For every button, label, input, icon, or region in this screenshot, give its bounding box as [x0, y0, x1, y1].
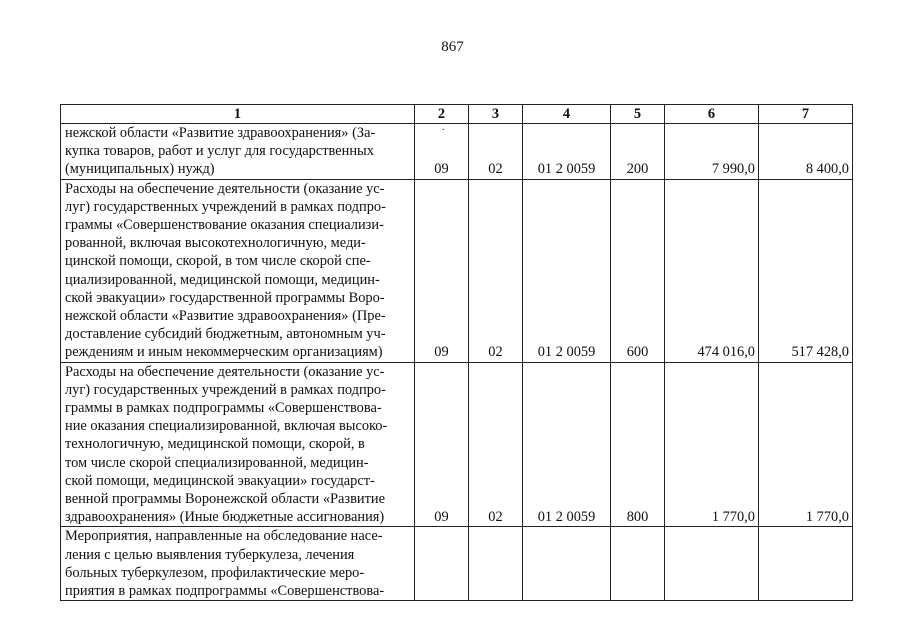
budget-table [60, 104, 853, 601]
description-line: приятия в рамках подпрограммы «Совершенствова- [65, 583, 385, 600]
row-description [61, 527, 415, 601]
target-article-code: 01 2 0059 [523, 362, 611, 527]
description-line: ления с целью выявления туберкулеза, лечения [65, 546, 355, 563]
description-line: граммы «Совершенствование оказания специализи- [65, 217, 384, 234]
description-line: больных туберкулезом, профилактические меро- [65, 564, 365, 581]
table-header-row [61, 105, 853, 124]
header-col-2: 2 [415, 105, 469, 124]
section-code: 09 [415, 362, 469, 527]
section-code [415, 124, 469, 180]
description-line: ской эвакуации» государственной программы Воро- [65, 289, 385, 306]
description-line: том числе скорой специализированной, медицин- [65, 454, 369, 471]
description-line: граммы в рамках подпрограммы «Совершенствова- [65, 400, 382, 417]
amount-year-1 [665, 527, 759, 601]
page-number: 867 [441, 39, 464, 55]
header-col-3: 3 [469, 105, 523, 124]
header-col-4: 4 [523, 105, 611, 124]
scan-mark: · [441, 125, 445, 136]
amount-year-2 [759, 527, 853, 601]
description-line: доставление субсидий бюджетным, автономным уч- [65, 326, 386, 343]
expense-type-code: 200 [611, 124, 665, 180]
description-line: ние оказания специализированной, включая высоко- [65, 418, 388, 435]
table-row [61, 362, 853, 527]
table-row [61, 179, 853, 362]
description-line: технологичную, медицинской помощи, скорой, в [65, 436, 365, 453]
header-col-5: 5 [611, 105, 665, 124]
description-line: Мероприятия, направленные на обследование насе- [65, 528, 383, 545]
description-line: Расходы на обеспечение деятельности (оказание ус- [65, 363, 385, 380]
description-line: луг) государственных учреждений в рамках подпро- [65, 198, 386, 215]
target-article-code: 01 2 0059 [523, 124, 611, 180]
amount-year-1: 7 990,0 [665, 124, 759, 180]
amount-year-1: 474 016,0 [665, 179, 759, 362]
amount-year-1: 1 770,0 [665, 362, 759, 527]
target-article-code [523, 527, 611, 601]
description-line: (муниципальных) нужд) [65, 161, 215, 178]
description-line: луг) государственных учреждений в рамках подпро- [65, 381, 386, 398]
expense-type-code [611, 527, 665, 601]
amount-year-2: 517 428,0 [759, 179, 853, 362]
subsection-code: 02 [469, 124, 523, 180]
description-line: Расходы на обеспечение деятельности (оказание ус- [65, 180, 385, 197]
description-line: нежской области «Развитие здравоохранения» (Пре- [65, 308, 386, 325]
description-line: циализированной, медицинской помощи, медицин- [65, 271, 380, 288]
description-line: цинской помощи, скорой, в том числе скорой спе- [65, 253, 371, 270]
expense-type-code: 600 [611, 179, 665, 362]
description-line: купка товаров, работ и услуг для государственных [65, 143, 374, 160]
description-line: реждениям и иным некоммерческим организациям) [65, 344, 383, 361]
subsection-code [469, 527, 523, 601]
description-line: венной программы Воронежской области «Развитие [65, 491, 385, 508]
section-code-value: 09 [434, 161, 449, 178]
header-col-7: 7 [759, 105, 853, 124]
amount-year-2: 1 770,0 [759, 362, 853, 527]
table-row [61, 527, 853, 601]
description-line: здравоохранения» (Иные бюджетные ассигнования) [65, 509, 385, 526]
header-col-6: 6 [665, 105, 759, 124]
description-line: нежской области «Развитие здравоохранения» (За- [65, 125, 376, 141]
subsection-code: 02 [469, 362, 523, 527]
row-description [61, 124, 415, 180]
section-code [415, 527, 469, 601]
description-line: ской помощи, медицинской эвакуации» государст- [65, 472, 375, 489]
row-description [61, 179, 415, 362]
target-article-code: 01 2 0059 [523, 179, 611, 362]
section-code: 09 [415, 179, 469, 362]
expense-type-code: 800 [611, 362, 665, 527]
subsection-code: 02 [469, 179, 523, 362]
row-description [61, 362, 415, 527]
header-col-1: 1 [61, 105, 415, 124]
table-row [61, 124, 853, 180]
amount-year-2: 8 400,0 [759, 124, 853, 180]
description-line: рованной, включая высокотехнологичную, меди- [65, 235, 366, 252]
